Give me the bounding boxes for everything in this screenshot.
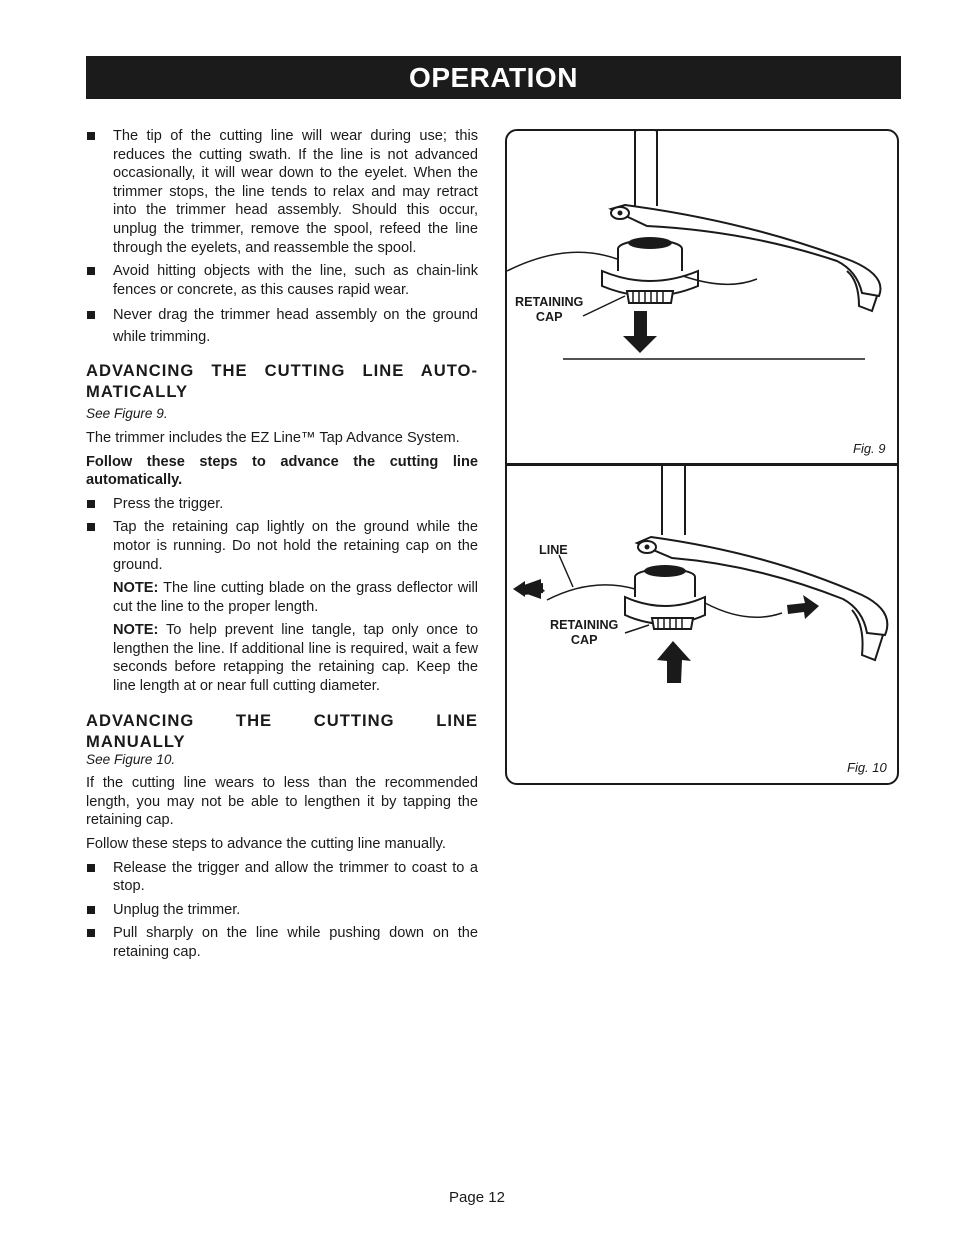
section-title: OPERATION	[409, 62, 578, 93]
bullet-square-icon	[87, 500, 95, 508]
list-item: Pull sharply on the line while pushing down on the retaining cap.	[86, 924, 478, 961]
heading-manual-advance: ADVANCING THE CUTTING LINE MANUALLY	[86, 710, 478, 751]
bullet-square-icon	[87, 523, 95, 531]
paragraph-bold: Follow these steps to advance the cutting line automatically.	[86, 453, 478, 489]
page-number: Page 12	[449, 1189, 505, 1206]
figure-reference: See Figure 9.	[86, 406, 168, 422]
list-item: Avoid hitting objects with the line, such as chain-link fences or concrete, as this causes rapid wear.	[86, 262, 478, 299]
note: NOTE: The line cutting blade on the grass deflector will cut the line to the proper length.	[113, 580, 478, 615]
list-item: Tap the retaining cap lightly on the ground while the motor is running. Do not hold the retaining cap on the ground.	[86, 518, 478, 574]
figure-label-10: Fig. 10	[847, 760, 887, 775]
text-column	[86, 127, 478, 967]
bullet-square-icon	[87, 267, 95, 275]
bullet-square-icon	[87, 929, 95, 937]
bullet-square-icon	[87, 864, 95, 872]
callout-retaining-cap: RETAINING CAP	[550, 618, 619, 647]
paragraph: If the cutting line wears to less than the recommended length, you may not be able to lengthen it by tapping the retaining cap.	[86, 775, 478, 829]
callout-line: LINE	[539, 543, 568, 557]
heading-auto-advance: ADVANCING THE CUTTING LINE AUTO- MATICALLY	[86, 361, 478, 402]
bullet-square-icon	[87, 311, 95, 319]
figure-label-9: Fig. 9	[853, 441, 886, 456]
figure-reference: See Figure 10.	[86, 751, 176, 767]
list-item: Unplug the trimmer.	[86, 901, 478, 920]
bullet-square-icon	[87, 906, 95, 914]
figure-panel	[505, 129, 899, 785]
list-item: Press the trigger.	[86, 495, 478, 514]
list-item: The tip of the cutting line will wear during use; this reduces the cutting swath. If the line is not advanced occasionally, it will wear down to the eyelet. When the trimmer stops, the line tends to relax and may retract into the trimmer head assembly. Should this occur, unplug the trimmer, remove the spool, refeed the line through the eyelets, and reassemble the spool.	[86, 127, 478, 257]
bullet-square-icon	[87, 132, 95, 140]
list-item: Never drag the trimmer head assembly on the ground while trimming.	[86, 304, 478, 348]
paragraph: Follow these steps to advance the cutting line manually.	[86, 836, 446, 853]
paragraph: The trimmer includes the EZ Line™ Tap Advance System.	[86, 429, 460, 446]
list-item: Release the trigger and allow the trimmer to coast to a stop.	[86, 859, 478, 896]
section-title-banner	[86, 56, 901, 99]
note: NOTE: To help prevent line tangle, tap only once to lengthen the line. If additional line is required, wait a few seconds before retapping the retaining cap. Keep the line length at or near full cutting diameter.	[113, 622, 478, 695]
callout-retaining-cap: RETAINING CAP	[515, 295, 584, 324]
